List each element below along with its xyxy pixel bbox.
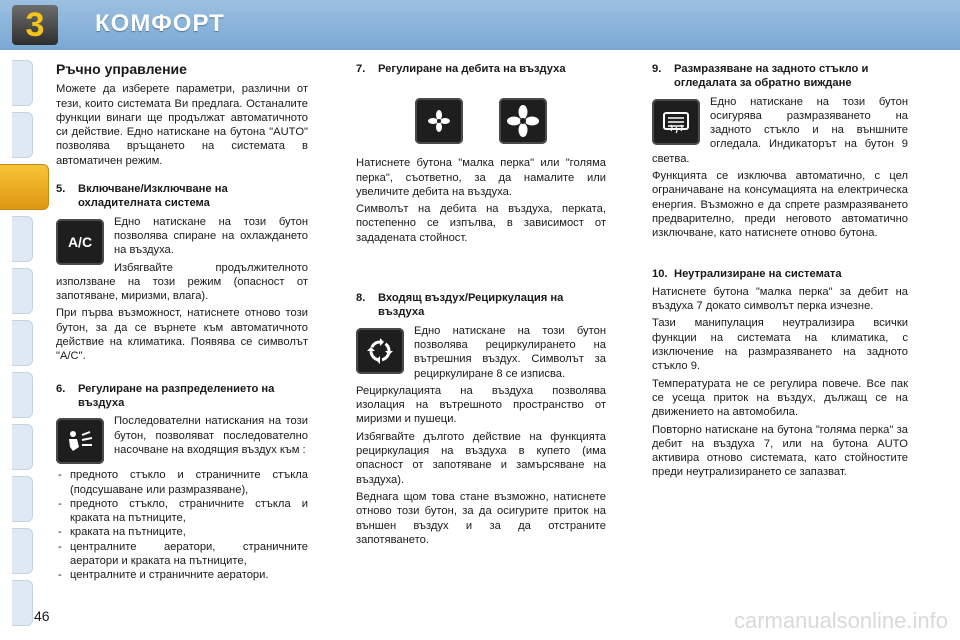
section-10-paragraph-2: Тази манипулация неутрализира всички функции на системата на климатика, с изключение на размразяването на задното стъкло 9.: [652, 317, 908, 373]
side-tab-4[interactable]: [12, 216, 33, 262]
section-7-number: 7.: [356, 63, 366, 75]
section-9-title: Размразяване на задното стъкло и огледалата за обратно виждане: [674, 63, 869, 90]
recirculation-button-icon: [356, 328, 404, 374]
side-tab-2[interactable]: [12, 112, 33, 158]
side-tab-9[interactable]: [12, 476, 33, 522]
chapter-title: КОМФОРТ: [95, 10, 225, 37]
section-5-paragraph-3: При първа възможност, натиснете отново този бутон, за да се върнете към автоматичното действие на климатика. Появява се символът "A/C".: [56, 307, 308, 363]
air-distribution-button-icon: [56, 418, 104, 464]
air-distribution-list: [56, 468, 308, 582]
section-8-paragraph-3: Избягвайте дългото действие на функцията рециркулация на въздуха в купето (има опасност от запотяване и замърсяване на въздуха).: [356, 430, 606, 486]
intro-paragraph: Можете да изберете параметри, различни от тези, които системата Ви предлага. Останалите функции винаги ще продължат автоматичното си действие. Едно натискане на бутона "AUTO" позволява връщането на системата в автоматичен режим.: [56, 83, 308, 167]
rear-defrost-button-icon: [652, 99, 700, 145]
large-fan-icon: [499, 98, 547, 144]
chapter-number-badge: 3: [12, 5, 58, 45]
section-9-heading: [652, 62, 908, 91]
section-10-paragraph-4: Повторно натискане на бутона "голяма перка" за дебит на въздуха 7, или на бутона AUTO активира отново системата, като стойностите преди неутрализирането се запазват.: [652, 423, 908, 479]
section-8-paragraph-4: Веднага щом това стане възможно, натиснете отново този бутон, за да осигурите приток на външен въздух и за да отстраните запотяването.: [356, 490, 606, 546]
section-8-number: 8.: [356, 292, 366, 305]
small-fan-icon: [415, 98, 463, 144]
section-7-paragraph-2: Символът на дебита на въздуха, перката, постепенно се изпълва, в зависимост от зададената стойност.: [356, 203, 606, 244]
section-5-title: Включване/Изключване на охладителната система: [78, 183, 228, 210]
section-9-number: 9.: [652, 63, 662, 75]
side-tab-10[interactable]: [12, 528, 33, 574]
section-title: Ръчно управление: [56, 61, 187, 77]
section-8-title: Входящ въздух/Рециркулация на въздуха: [378, 292, 564, 319]
section-8-paragraph-2: Рециркулацията на въздуха позволява изолация на вътрешното пространство от миризми и пушеци.: [356, 384, 606, 426]
watermark: carmanualsonline.info: [733, 608, 948, 633]
section-8-paragraph-1: Едно натискане на този бутон позволява рециркулирането на вътрешния въздух. Символът за рециркулиране 8 се изписва.: [414, 324, 606, 380]
section-9-paragraph-2: Функцията се изключва автоматично, с цел ограничаване на консумацията на електрическа енергия. Възможно е да спрете размразяването предварително, преди неговото автоматично изключване, като натиснете отново бутона.: [652, 170, 908, 240]
column-2: [356, 62, 606, 550]
section-5-heading: [56, 182, 308, 211]
section-9-paragraph-1: Едно натискане на този бутон осигурява размразяването на задното стъкло и на външните огледала. Индикаторът на бутон 9 светва.: [652, 95, 908, 165]
section-5-number: 5.: [56, 183, 66, 196]
section-6-heading: [56, 382, 308, 411]
list-item: - централните аератори, страничните аератори и краката на пътниците,: [56, 540, 308, 569]
chapter-side-tabs: [0, 50, 36, 610]
page-number: 46: [34, 608, 50, 624]
side-tab-8[interactable]: [12, 424, 33, 470]
section-5-paragraph-2: Избягвайте продължителното използване на този режим (опасност от запотяване, миризми, влага).: [56, 261, 308, 303]
side-tab-11[interactable]: [12, 580, 33, 626]
section-7-paragraph-1: Натиснете бутона "малка перка" или "голяма перка", съответно, за да намалите или увеличите дебита на въздуха.: [356, 157, 606, 198]
section-10-heading: [652, 267, 908, 281]
list-item: - предното стъкло, страничните стъкла и краката на пътниците,: [56, 497, 308, 526]
list-item: - централните и страничните аератори.: [56, 568, 308, 582]
side-tab-1[interactable]: [12, 60, 33, 106]
header-bar: [0, 0, 960, 50]
side-tab-3-active[interactable]: [0, 164, 49, 210]
column-1: [56, 62, 308, 583]
section-10-number: 10.: [652, 267, 668, 280]
section-6-title: Регулиране на разпределението на въздуха: [78, 382, 275, 409]
ac-button-icon: [56, 219, 104, 265]
side-tab-5[interactable]: [12, 268, 33, 314]
list-item: - предното стъкло и страничните стъкла (подсушаване или размразяване),: [56, 468, 308, 497]
section-5-paragraph-1: Едно натискане на този бутон позволява спиране на охлаждането на въздуха.: [114, 215, 308, 257]
section-7-heading: [356, 62, 606, 76]
section-10-paragraph-3: Температурата не се регулира повече. Все пак се усеща приток на въздух, дължащ се на движението на автомобила.: [652, 377, 908, 419]
section-10-paragraph-1: Натиснете бутона "малка перка" за дебит на въздуха 7 докато символът перка изчезне.: [652, 285, 908, 313]
section-10-title: Неутрализиране на системата: [674, 267, 842, 280]
side-tab-6[interactable]: [12, 320, 33, 366]
fan-buttons: [356, 98, 606, 144]
list-item: - краката на пътниците,: [56, 525, 308, 539]
section-6-paragraph-1: Последователни натискания на този бутон, позволяват последователно насочване на входящия въздух към :: [114, 415, 308, 456]
side-tab-7[interactable]: [12, 372, 33, 418]
section-8-heading: [356, 291, 606, 320]
column-3: [652, 62, 908, 483]
ac-button-label: A/C: [67, 233, 93, 250]
section-6-number: 6.: [56, 382, 66, 395]
section-7-title: Регулиране на дебита на въздуха: [378, 63, 566, 75]
